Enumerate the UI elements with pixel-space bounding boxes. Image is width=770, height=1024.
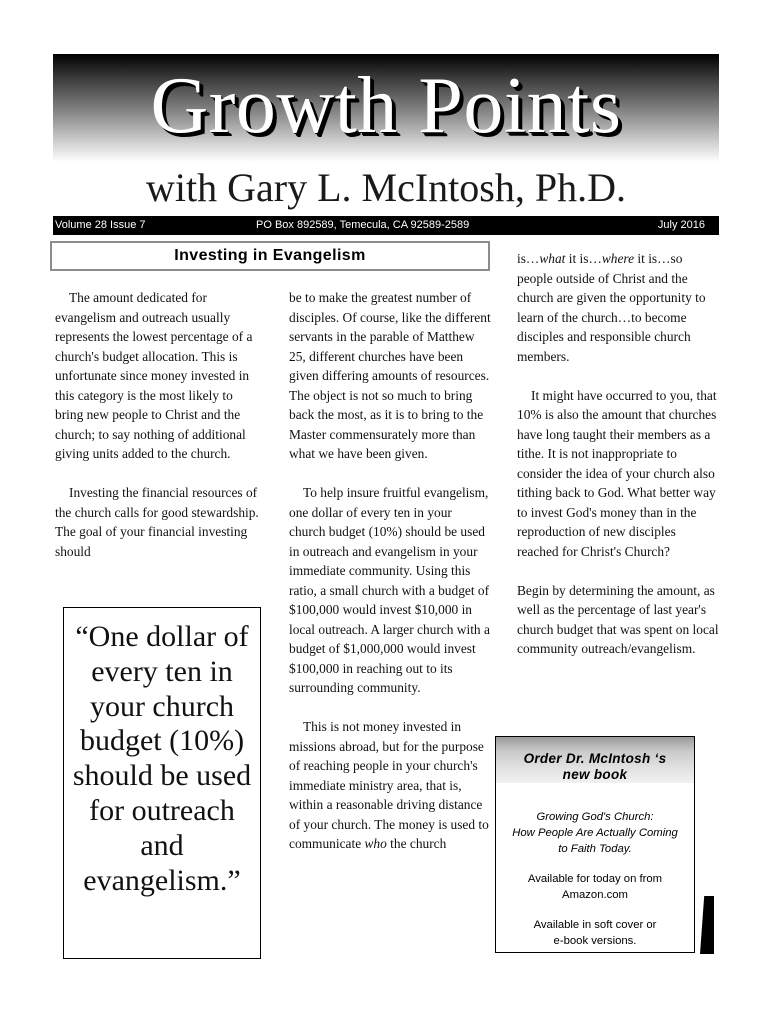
mailing-address: PO Box 892589, Temecula, CA 92589-2589 (256, 219, 470, 231)
promo-box-shadow (700, 896, 714, 954)
article-column-3 (517, 249, 719, 659)
promo-heading (496, 751, 694, 783)
volume-issue: Volume 28 Issue 7 (55, 219, 146, 231)
masthead-banner (53, 54, 719, 162)
format-line: Available in soft cover or (533, 919, 657, 931)
availability-note (496, 871, 694, 903)
book-title-line: Growing God's Church: (536, 811, 654, 823)
paragraph: It might have occurred to you, that 10% is also the amount that churches have long taught their members as a tithe. It is not inappropriate to consider the idea of your church also tithing back to God. What better way to invest God's money than in the reproduction of new disciples reached for Christ's Church? (517, 387, 717, 559)
paragraph (289, 717, 491, 854)
paragraph (517, 249, 719, 366)
promo-heading-line: new book (562, 767, 628, 782)
paragraph: Investing the financial resources of the church calls for good stewardship. The goal of your financial investing should (55, 485, 259, 559)
article-column-2 (289, 288, 491, 854)
paragraph-text: it is… (565, 251, 602, 266)
book-title-line: How People Are Actually Coming (512, 827, 678, 839)
book-promo-box (495, 736, 695, 953)
paragraph-text: the church (386, 836, 447, 851)
paragraph-text: is… (517, 251, 540, 266)
promo-header (496, 737, 694, 783)
paragraph-text: it is…so people outside of Christ and the church are given the opportunity to learn of the church…to become disciples and responsible church members. (517, 251, 706, 364)
emphasis-text: what (539, 251, 566, 266)
availability-line: Available for today on from (527, 873, 663, 885)
paragraph: be to make the greatest number of disciples. Of course, like the different servants in the parable of Matthew 25, different churches have been given differing amounts of resources. The object is not so much to bring back the most, as it is to bring to the Master commensurately more than what we have been given. (289, 290, 491, 461)
issue-date: July 2016 (657, 219, 705, 231)
availability-line: Amazon.com (562, 889, 628, 901)
paragraph: To help insure fruitful evangelism, one dollar of every ten in your church budget (10%) should be used in outreach and evangelism in your immediate community. Using this ratio, a small church with a budget of $100,000 would invest $10,000 in local outreach. A larger church with a budget of $1,000,000 would invest $100,000 in reaching out to its surrounding community. (289, 485, 490, 695)
promo-heading-line: Order Dr. McIntosh ‘s (523, 751, 667, 766)
newsletter-title: Growth Points (150, 62, 622, 150)
book-title (496, 809, 694, 857)
format-note (496, 917, 694, 949)
author-byline: with Gary L. McIntosh, Ph.D. (146, 165, 626, 210)
article-column-1 (55, 288, 263, 561)
article-heading: Investing in Evangelism (50, 241, 490, 271)
emphasis-text: who (364, 836, 387, 851)
emphasis-text: where (601, 251, 635, 266)
paragraph: The amount dedicated for evangelism and outreach usually represents the lowest percentage of a church's budget allocation. This is unfortunate since money invested in this category is the most likely to bring new people to Christ and the church; to say nothing of additional giving units added to the church. (55, 290, 253, 461)
pull-quote: “One dollar of every ten in your church budget (10%) should be used for outreach and evangelism.” (63, 607, 261, 959)
paragraph-text: This is not money invested in missions abroad, but for the purpose of reaching people in your church's immediate ministry area, that is, within a reasonable driving distance of your church. The money is used to communicate (289, 719, 489, 851)
issue-info-bar (53, 216, 719, 235)
book-title-line: to Faith Today. (558, 843, 632, 855)
format-line: e-book versions. (553, 935, 637, 947)
paragraph: Begin by determining the amount, as well as the percentage of last year's church budget that was spent on local community outreach/evangelism. (517, 582, 719, 656)
